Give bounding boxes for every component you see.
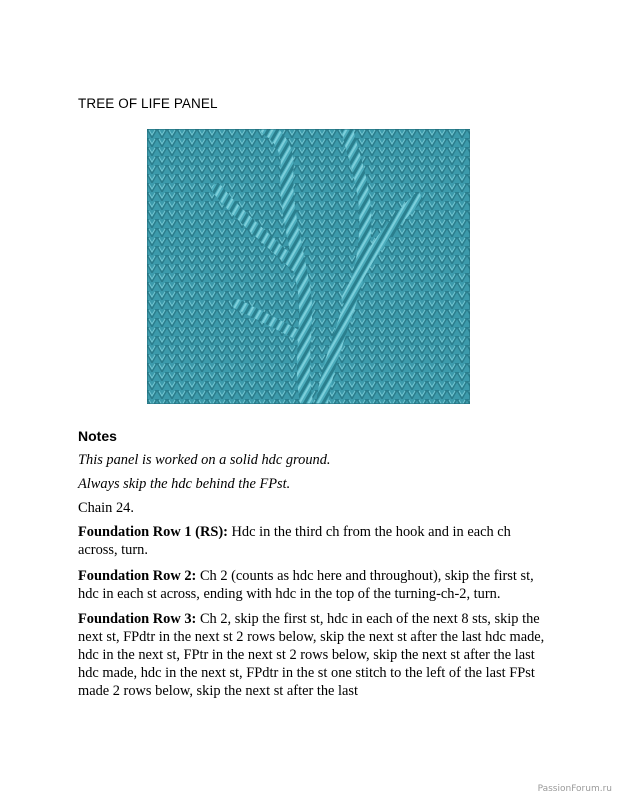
note-ground: This panel is worked on a solid hdc ground. [78, 452, 331, 468]
row-text: Ch 2, skip the first st, hdc in each of the next 8 sts, skip the next st, FPdtr in the next st 2 rows below, skip the next st after the last hdc made, hdc in the next st, FPtr in the next st 2 rows below, skip the next st after the last hdc made, hdc in the next st, FPdtr in the st one stitch to the left of the last FPst made 2 rows below, skip the next st after the last [78, 611, 545, 699]
row-label: Foundation Row 1 (RS): [78, 524, 228, 540]
swatch-photo [147, 129, 470, 404]
page-title: TREE OF LIFE PANEL [78, 96, 218, 111]
note-skip-hdc: Always skip the hdc behind the FPst. [78, 476, 291, 492]
chain-instruction: Chain 24. [78, 500, 134, 516]
foundation-row-3 [78, 610, 548, 700]
row-text: Hdc in the third ch from the hook and in each ch across, turn. [78, 524, 511, 558]
row-label: Foundation Row 2: [78, 568, 197, 584]
row-text: Ch 2 (counts as hdc here and throughout), skip the first st, hdc in each st across, ending with hdc in the top of the turning-ch-2, turn. [78, 568, 534, 602]
foundation-row-1 [78, 523, 548, 559]
foundation-row-2 [78, 567, 548, 603]
notes-heading: Notes [78, 428, 117, 444]
row-label: Foundation Row 3: [78, 611, 197, 627]
watermark: PassionForum.ru [537, 784, 612, 794]
